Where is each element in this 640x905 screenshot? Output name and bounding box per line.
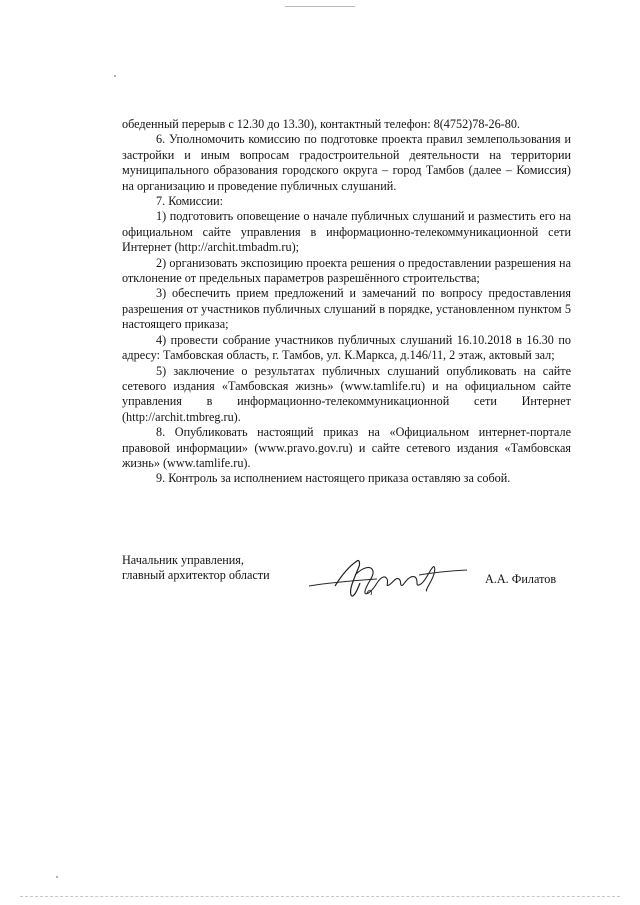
signatory-name: А.А. Филатов	[485, 572, 557, 586]
paragraph-subitem-4: 4) провести собрание участников публичных слушаний 16.10.2018 в 16.30 по адресу: Тамбовская область, г. Тамбов, ул. К.Маркса, д.146/11, 2 этаж, актовый зал;	[122, 332, 571, 363]
paragraph-continuation: обеденный перерыв с 12.30 до 13.30), контактный телефон: 8(4752)78-26-80.	[122, 117, 520, 131]
paragraph-subitem-3: 3) обеспечить прием предложений и замечаний по вопросу предоставления разрешения от участников публичных слушаний в порядке, установленном пунктом 5 настоящего приказа;	[122, 286, 571, 332]
scan-artifact-bottom	[20, 896, 620, 898]
signatory-position-line-2: главный архитектор области	[122, 568, 270, 583]
scan-artifact-top	[285, 6, 355, 7]
scan-speck	[114, 75, 116, 77]
paragraph-subitem-2: 2) организовать экспозицию проекта решения о предоставлении разрешения на отклонение от предельных параметров разрешённого строительства;	[122, 255, 571, 286]
paragraph-subitem-5: 5) заключение о результатах публичных слушаний опубликовать на сайте сетевого издания «Тамбовская жизнь» (www.tamlife.ru) и на официальном сайте управления в информационно-телекоммуникационной сети Интернет (http://archit.tmbreg.ru).	[122, 363, 571, 424]
paragraph-item-7: 7. Комиссии:	[156, 194, 224, 209]
paragraph-item-6: 6. Уполномочить комиссию по подготовке проекта правил землепользования и застройки и иным вопросам градостроительной деятельности на территории муниципального образования городского округа – город Тамбов (далее – Комиссия) на организацию и проведение публичных слушаний.	[122, 132, 571, 193]
paragraph-item-9: 9. Контроль за исполнением настоящего приказа оставляю за собой.	[156, 471, 511, 486]
paragraph-subitem-1: 1) подготовить оповещение о начале публичных слушаний и разместить его на официальном сайте управления в информационно-телекоммуникационной сети Интернет (http://archit.tmbadm.ru);	[122, 209, 571, 255]
signature-block	[122, 553, 582, 613]
scan-speck	[56, 876, 58, 878]
handwritten-signature	[307, 553, 477, 603]
signatory-position-line-1: Начальник управления,	[122, 553, 244, 567]
order-body-text	[122, 117, 571, 487]
signatory-position	[122, 553, 322, 584]
paragraph-item-8: 8. Опубликовать настоящий приказ на «Официальном интернет-портале правовой информации» (www.pravo.gov.ru) и сайте сетевого издания «Тамбовская жизнь» (www.tamlife.ru).	[122, 425, 571, 470]
